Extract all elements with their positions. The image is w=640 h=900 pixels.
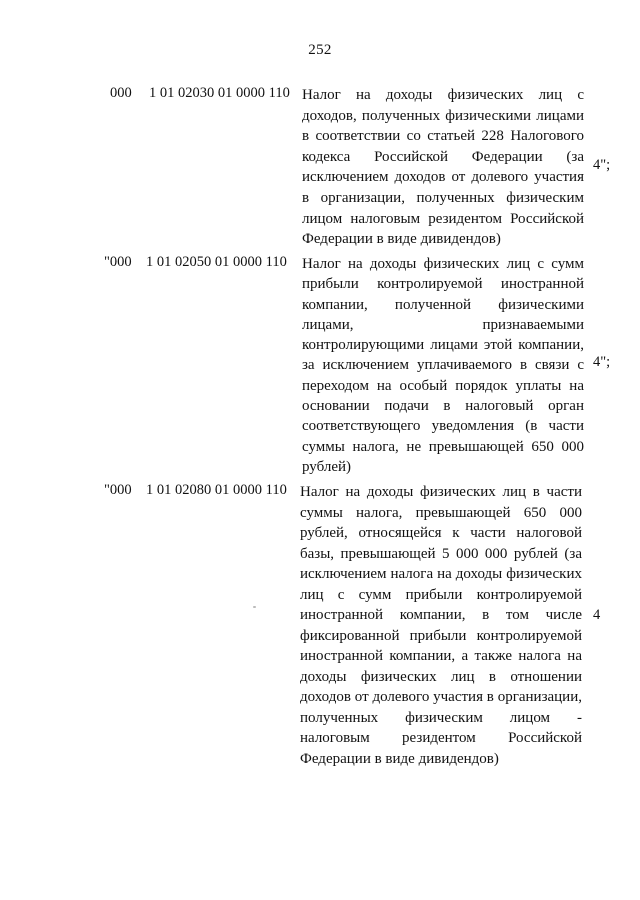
admin-code: "000 [104,254,132,270]
budget-classification-code: 1 01 02030 01 0000 110 [149,85,290,101]
admin-code: "000 [104,482,132,498]
allocation-norm: 4"; [593,157,611,173]
revenue-description: Налог на доходы физических лиц с доходов, полученных физическими лицами в соответствии со статьей 228 Налогового кодекса Российской Федерации (за исключением доходов от долевого участия в организации, полученных физическим лицом налоговым резидентом Российской Федерации в виде дивидендов) [302,87,584,248]
page-number: 252 [308,42,332,58]
revenue-description: Налог на доходы физических лиц в части суммы налога, превышающей 650 000 рублей, относящейся к части налоговой базы, превышающей 5 000 000 рублей (за исключением налога на доходы физических лиц с сумм прибыли контролируемой иностранной компании, в том числе фиксированной прибыли контролируемой иностранной компании, а также налога на доходы физических лиц в отношении доходов от долевого участия в организации, полученных физическим лицом - налоговым резидентом Российской Федерации в виде дивидендов) [300,484,582,767]
budget-classification-code: 1 01 02080 01 0000 110 [146,482,287,498]
allocation-norm: 4"; [593,354,611,370]
budget-classification-code: 1 01 02050 01 0000 110 [146,254,287,270]
allocation-norm: 4 [593,607,601,623]
admin-code: 000 [110,85,132,101]
scan-speck [253,606,256,608]
revenue-description: Налог на доходы физических лиц с сумм прибыли контролируемой иностранной компании, полученной физическими лицами, признаваемыми контролирующими лицами этой компании, за исключением уплачиваемого в связи с переходом на особый порядок уплаты на основании подачи в налоговый орган соответствующего уведомления (в части суммы налога, не превышающей 650 000 рублей) [302,256,584,475]
